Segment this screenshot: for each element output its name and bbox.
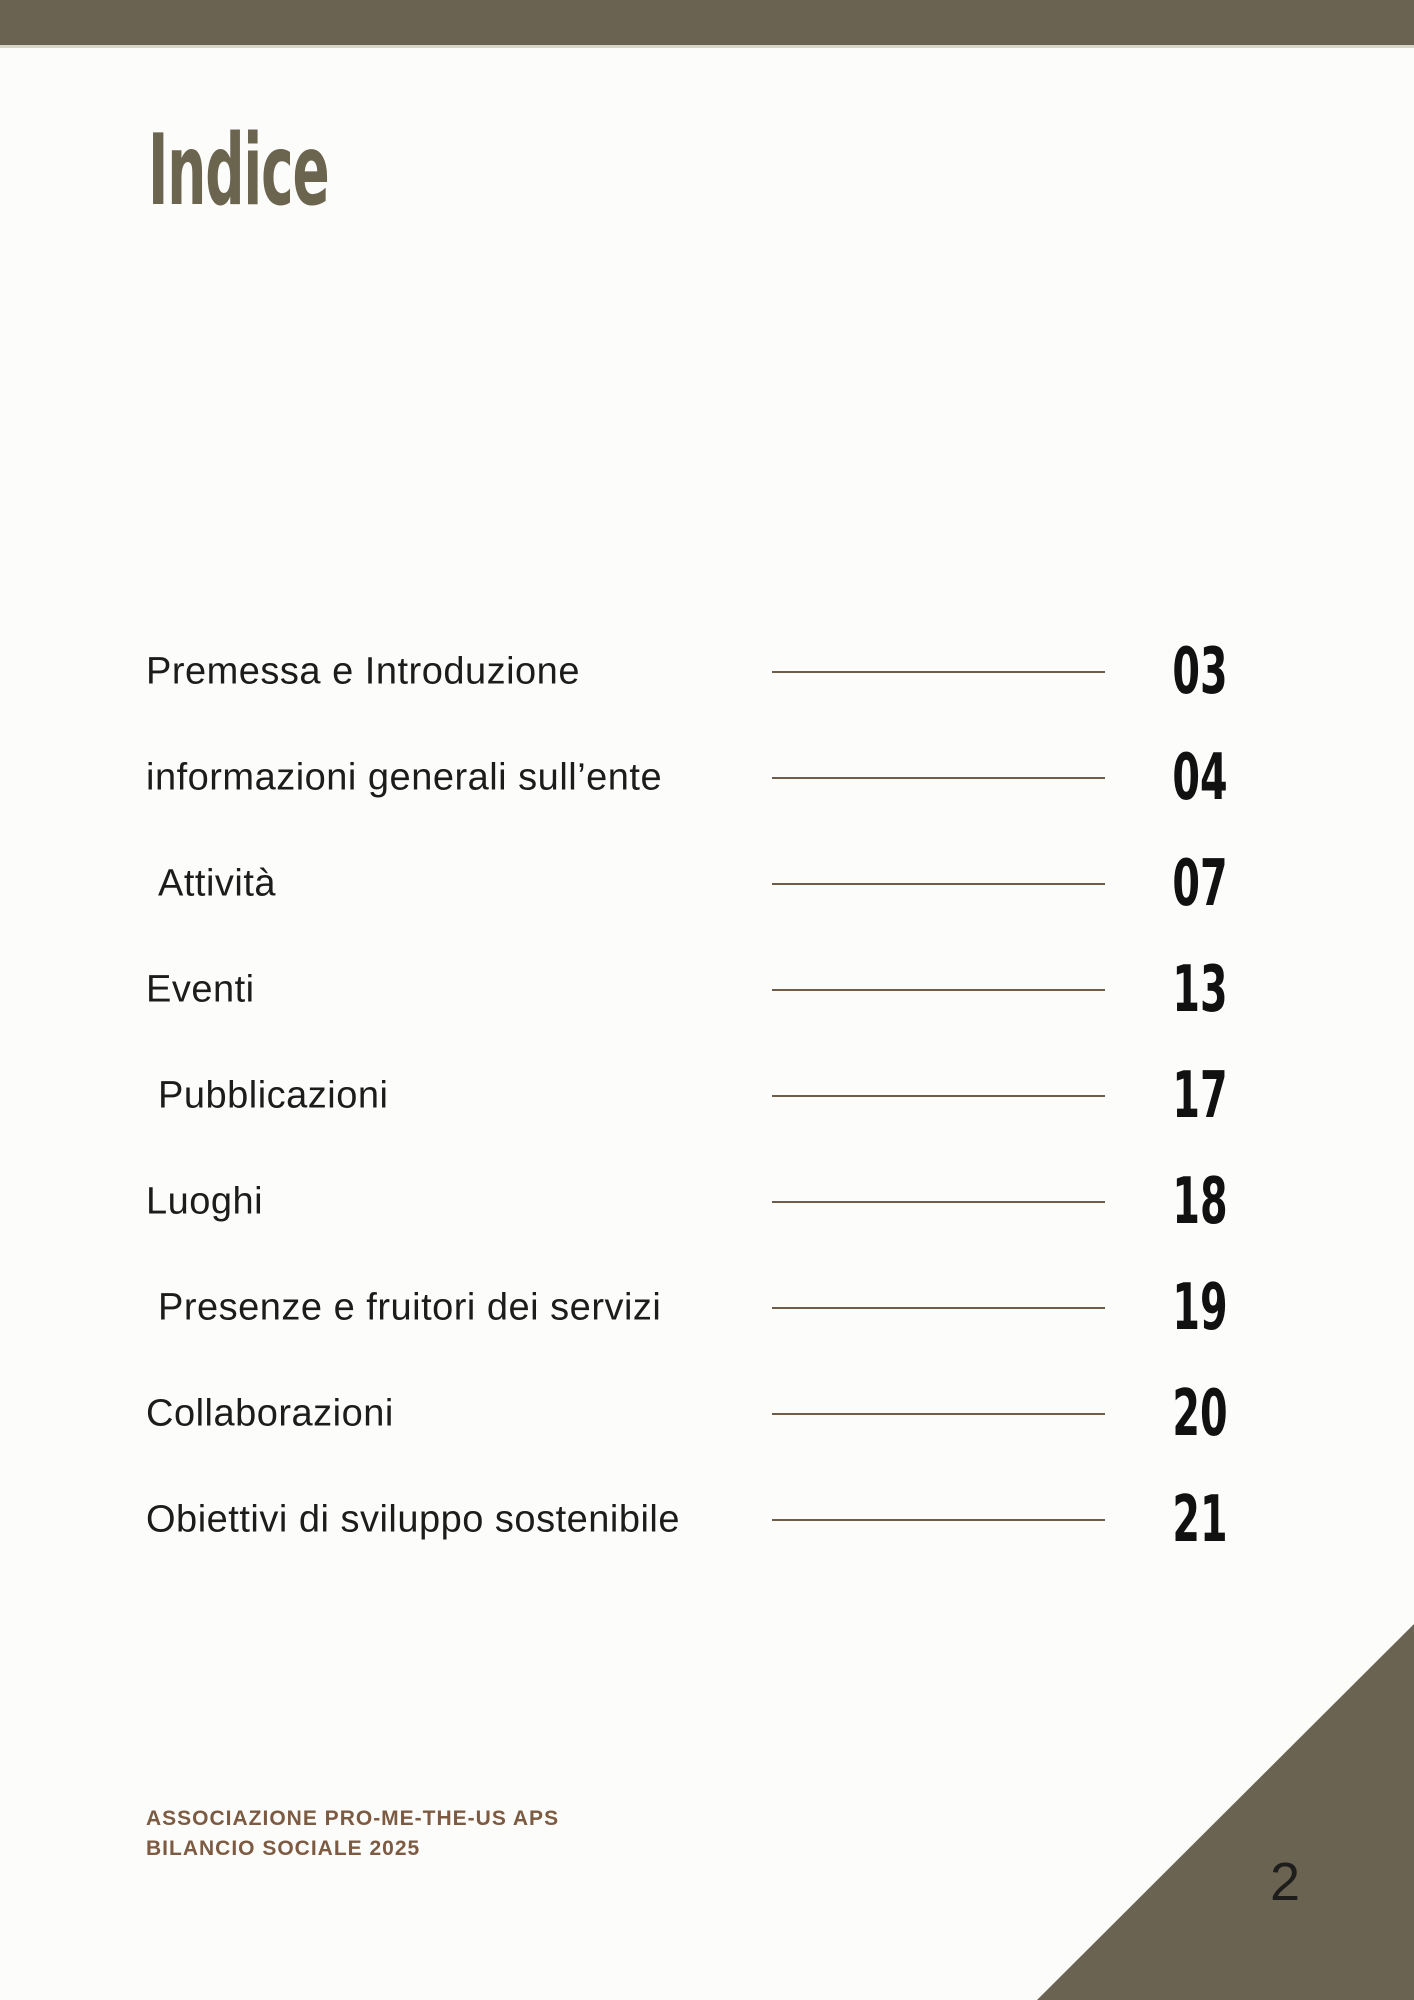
corner-page-number: 2 [1269,1852,1301,1912]
toc-leader-line [772,883,1105,885]
toc-row [0,1255,1414,1361]
toc-row [0,1467,1414,1573]
toc-entry-label: informazioni generali sull’ente [146,756,663,799]
toc-leader-line [772,671,1105,673]
toc-row [0,1361,1414,1467]
toc-leader-line [772,1413,1105,1415]
toc-row [0,937,1414,1043]
toc-entry-label: Pubblicazioni [158,1074,389,1117]
toc-page-number: 03 [1172,635,1228,709]
toc-leader-line [772,1307,1105,1309]
footer-org-name: ASSOCIAZIONE PRO-ME-THE-US APS [146,1807,560,1830]
toc-page-number: 19 [1172,1271,1228,1345]
toc-leader-line [772,1201,1105,1203]
toc-row [0,1149,1414,1255]
toc-leader-line [772,1095,1105,1097]
toc-page-number: 20 [1172,1377,1228,1451]
toc-page-number: 13 [1172,953,1228,1027]
footer-report-title: BILANCIO SOCIALE 2025 [146,1837,421,1860]
toc-row [0,619,1414,725]
toc-page-number: 17 [1172,1059,1228,1133]
top-bar [0,0,1414,48]
toc-leader-line [772,1519,1105,1521]
corner-triangle [1037,1624,1414,2000]
toc-page-number: 21 [1172,1483,1228,1557]
toc-entry-label: Eventi [146,968,255,1011]
toc-entry-label: Collaborazioni [146,1392,394,1435]
toc-page-number: 07 [1172,847,1228,921]
toc-entry-label: Obiettivi di sviluppo sostenibile [146,1498,680,1541]
toc-row [0,831,1414,937]
footer [146,1804,559,1864]
page-title: Indice [148,114,329,228]
toc-entry-label: Presenze e fruitori dei servizi [158,1286,662,1329]
toc-list [0,619,1414,1573]
toc-entry-label: Luoghi [146,1180,264,1223]
toc-leader-line [772,989,1105,991]
toc-row [0,725,1414,831]
toc-entry-label: Premessa e Introduzione [146,650,580,693]
toc-entry-label: Attività [158,862,277,905]
toc-leader-line [772,777,1105,779]
toc-page-number: 18 [1172,1165,1228,1239]
toc-row [0,1043,1414,1149]
toc-page-number: 04 [1172,741,1228,815]
